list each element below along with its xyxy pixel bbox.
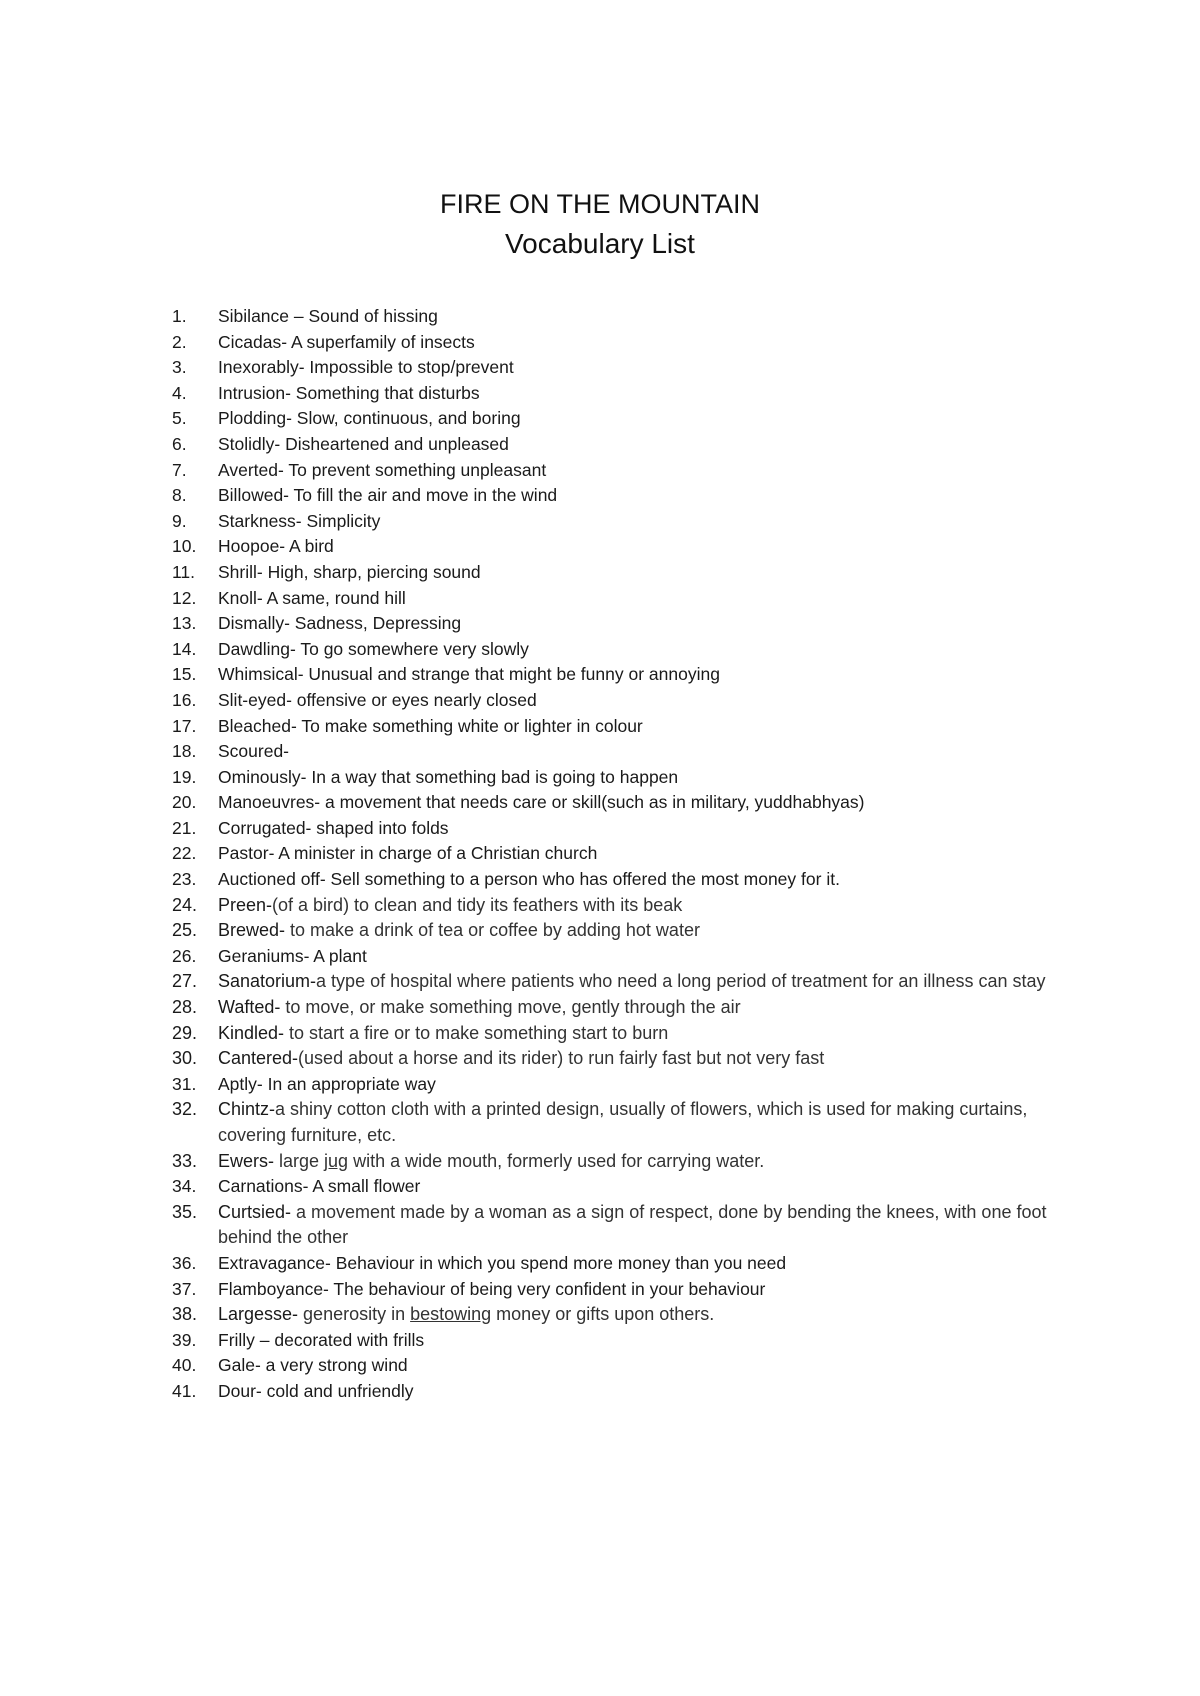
vocab-item-number: 14. xyxy=(172,638,197,659)
vocab-item-text xyxy=(218,1302,1052,1328)
vocab-item xyxy=(172,688,1052,714)
vocab-item-text: Shrill- High, sharp, piercing sound xyxy=(218,561,481,582)
vocab-item xyxy=(172,841,1052,867)
vocab-item-text: Dour- cold and unfriendly xyxy=(218,1380,414,1401)
vocab-item-number: 3. xyxy=(172,357,187,378)
document-title: FIRE ON THE MOUNTAIN xyxy=(439,189,760,219)
vocab-item-number: 21. xyxy=(172,817,197,838)
vocab-word: Chintz- xyxy=(218,1099,276,1120)
vocab-item xyxy=(172,1353,1052,1379)
vocab-item-text: Ominously- In a way that something bad is going to happen xyxy=(218,766,679,787)
vocab-definition: to start a fire or to make something start to burn xyxy=(284,1022,669,1043)
vocab-item xyxy=(172,432,1052,458)
definition-link[interactable]: jug xyxy=(324,1150,349,1171)
vocab-item-text xyxy=(218,1149,1052,1175)
vocab-item xyxy=(172,509,1052,535)
vocab-item xyxy=(172,969,1052,995)
vocab-item xyxy=(172,1302,1052,1328)
document-subtitle: Vocabulary List xyxy=(505,228,695,259)
vocab-item-text: Manoeuvres- a movement that needs care or skill(such as in military, yuddhabhyas) xyxy=(218,792,865,813)
vocab-item xyxy=(172,867,1052,893)
vocab-item-text: Stolidly- Disheartened and unpleased xyxy=(218,433,509,454)
vocab-item xyxy=(172,765,1052,791)
vocab-item-text: Averted- To prevent something unpleasant xyxy=(218,459,547,480)
vocab-item-number: 38. xyxy=(172,1304,198,1325)
vocab-item-number: 35. xyxy=(172,1201,198,1222)
vocab-item-text: Gale- a very strong wind xyxy=(218,1355,408,1376)
vocab-item xyxy=(172,816,1052,842)
vocab-item-number: 31. xyxy=(172,1073,197,1094)
vocab-item-text: Hoopoe- A bird xyxy=(218,536,334,557)
vocab-item-text xyxy=(218,1097,1052,1148)
vocab-item xyxy=(172,739,1052,765)
vocab-item-number: 25. xyxy=(172,920,198,941)
vocab-item-number: 9. xyxy=(172,510,187,531)
vocab-definition: a shiny cotton cloth with a printed design, usually of flowers, which is used for making curtains, covering furniture, etc. xyxy=(218,1099,1028,1145)
vocab-item-number: 24. xyxy=(172,894,198,915)
vocab-item xyxy=(172,1072,1052,1098)
definition-link[interactable]: bestowing xyxy=(410,1304,492,1325)
vocab-item-number: 12. xyxy=(172,587,197,608)
vocab-item xyxy=(172,1328,1052,1354)
vocabulary-list xyxy=(172,304,1052,1405)
vocab-item-number: 6. xyxy=(172,433,187,454)
vocab-item xyxy=(172,790,1052,816)
vocab-item-text: Aptly- In an appropriate way xyxy=(218,1073,436,1094)
vocab-definition: with a wide mouth, formerly used for carrying water. xyxy=(348,1150,765,1171)
vocab-item-text: Flamboyance- The behaviour of being very confident in your behaviour xyxy=(218,1278,766,1299)
vocab-item-number: 22. xyxy=(172,843,197,864)
vocab-item-text: Starkness- Simplicity xyxy=(218,510,381,531)
vocab-item xyxy=(172,611,1052,637)
vocab-item xyxy=(172,1097,1052,1148)
vocab-item-text: Pastor- A minister in charge of a Christian church xyxy=(218,843,598,864)
vocab-item xyxy=(172,1149,1052,1175)
vocab-item xyxy=(172,560,1052,586)
vocab-definition: money or gifts upon others. xyxy=(491,1304,715,1325)
vocab-item xyxy=(172,534,1052,560)
vocab-item-text: Knoll- A same, round hill xyxy=(218,587,406,608)
vocab-item xyxy=(172,893,1052,919)
vocab-definition: large xyxy=(274,1150,325,1171)
vocab-item xyxy=(172,1174,1052,1200)
vocab-item-number: 23. xyxy=(172,869,197,890)
vocab-item-text: Carnations- A small flower xyxy=(218,1176,421,1197)
vocab-item-number: 40. xyxy=(172,1355,197,1376)
vocab-item-text: Cicadas- A superfamily of insects xyxy=(218,331,475,352)
vocab-item-text: Frilly – decorated with frills xyxy=(218,1329,425,1350)
vocab-item-number: 4. xyxy=(172,382,187,403)
vocab-word: Curtsied- xyxy=(218,1201,292,1222)
vocab-item-number: 20. xyxy=(172,792,197,813)
vocab-item-text xyxy=(218,918,1052,944)
vocab-item-number: 17. xyxy=(172,715,197,736)
vocab-item-text: Corrugated- shaped into folds xyxy=(218,817,449,838)
vocab-item-number: 29. xyxy=(172,1022,198,1043)
vocab-definition: to move, or make something move, gently through the air xyxy=(280,997,741,1018)
vocab-item-text: Dawdling- To go somewhere very slowly xyxy=(218,638,529,659)
vocab-word: Preen- xyxy=(218,894,273,915)
vocab-item-text: Billowed- To fill the air and move in the wind xyxy=(218,485,558,506)
vocab-item-text: Inexorably- Impossible to stop/prevent xyxy=(218,357,514,378)
vocab-item-text: Bleached- To make something white or lighter in colour xyxy=(218,715,643,736)
vocab-item-number: 33. xyxy=(172,1150,198,1171)
vocab-item xyxy=(172,662,1052,688)
vocab-item-text: Geraniums- A plant xyxy=(218,945,367,966)
vocab-item-number: 16. xyxy=(172,689,197,710)
vocab-word: Kindled- xyxy=(218,1022,285,1043)
vocab-item-text: Whimsical- Unusual and strange that might be funny or annoying xyxy=(218,664,720,685)
vocab-definition: a type of hospital where patients who need a long period of treatment for an illness can stay xyxy=(316,971,1046,992)
vocab-item-number: 13. xyxy=(172,613,197,634)
vocab-item-number: 5. xyxy=(172,408,187,429)
vocab-item xyxy=(172,1277,1052,1303)
vocab-item xyxy=(172,637,1052,663)
vocab-item-text xyxy=(218,1046,1052,1072)
vocab-item xyxy=(172,458,1052,484)
vocab-item xyxy=(172,330,1052,356)
vocab-word: Brewed- xyxy=(218,920,286,941)
vocab-item-text: Slit-eyed- offensive or eyes nearly closed xyxy=(218,689,537,710)
vocab-item-number: 7. xyxy=(172,459,187,480)
vocab-definition: a movement made by a woman as a sign of respect, done by bending the knees, with one foot behind the other xyxy=(218,1201,1047,1248)
vocab-item-number: 37. xyxy=(172,1278,197,1299)
vocab-item-number: 34. xyxy=(172,1176,197,1197)
vocab-item-number: 1. xyxy=(172,306,187,326)
vocab-item-number: 41. xyxy=(172,1380,197,1401)
vocab-item xyxy=(172,1251,1052,1277)
vocab-item-text: Plodding- Slow, continuous, and boring xyxy=(218,408,521,429)
vocab-item-number: 11. xyxy=(172,561,196,582)
vocab-definition: (used about a horse and its rider) to run fairly fast but not very fast xyxy=(298,1048,825,1069)
vocab-item xyxy=(172,1379,1052,1405)
vocab-definition: to make a drink of tea or coffee by adding hot water xyxy=(285,920,700,941)
vocab-item-text: Extravagance- Behaviour in which you spend more money than you need xyxy=(218,1252,787,1273)
vocab-item xyxy=(172,944,1052,970)
vocab-item-text: Dismally- Sadness, Depressing xyxy=(218,613,462,634)
vocab-item xyxy=(172,1021,1052,1047)
vocab-item-number: 26. xyxy=(172,945,197,966)
vocab-item-number: 19. xyxy=(172,766,197,787)
vocab-item-text: Intrusion- Something that disturbs xyxy=(218,382,480,403)
vocab-definition: (of a bird) to clean and tidy its feathers with its beak xyxy=(272,894,683,915)
vocab-item-number: 39. xyxy=(172,1329,197,1350)
vocab-item xyxy=(172,586,1052,612)
vocab-item xyxy=(172,714,1052,740)
vocab-word: Wafted- xyxy=(218,997,281,1018)
vocab-item xyxy=(172,995,1052,1021)
vocab-item-number: 15. xyxy=(172,664,197,685)
vocab-word: Ewers- xyxy=(218,1150,275,1171)
vocab-item-text: Scoured- xyxy=(218,741,290,762)
vocab-item-number: 27. xyxy=(172,971,198,992)
vocab-item xyxy=(172,381,1052,407)
vocab-item-number: 10. xyxy=(172,536,197,557)
vocab-item-text: Sibilance – Sound of hissing xyxy=(218,306,438,326)
vocab-item xyxy=(172,918,1052,944)
vocab-item-text xyxy=(218,893,1052,919)
vocab-word: Sanatorium- xyxy=(218,971,317,992)
vocab-item-text: Auctioned off- Sell something to a person who has offered the most money for it. xyxy=(218,869,840,890)
vocab-item-number: 32. xyxy=(172,1099,198,1120)
vocab-word: Largesse- xyxy=(218,1304,299,1325)
vocab-item-number: 30. xyxy=(172,1048,198,1069)
vocab-item-number: 36. xyxy=(172,1252,197,1273)
vocab-item-number: 18. xyxy=(172,741,197,762)
vocab-item-text xyxy=(218,1200,1052,1251)
vocab-item xyxy=(172,1046,1052,1072)
vocab-item-text xyxy=(218,995,1052,1021)
vocab-item xyxy=(172,406,1052,432)
vocab-word: Cantered- xyxy=(218,1048,299,1069)
vocab-item xyxy=(172,1200,1052,1251)
vocab-item-number: 28. xyxy=(172,997,198,1018)
vocab-definition: generosity in xyxy=(298,1304,411,1325)
vocab-item-text xyxy=(218,969,1052,995)
vocab-item xyxy=(172,355,1052,381)
vocab-item-number: 2. xyxy=(172,331,187,352)
vocab-item xyxy=(172,304,1052,330)
vocab-item-number: 8. xyxy=(172,485,187,506)
vocab-item-text xyxy=(218,1021,1052,1047)
vocab-item xyxy=(172,483,1052,509)
